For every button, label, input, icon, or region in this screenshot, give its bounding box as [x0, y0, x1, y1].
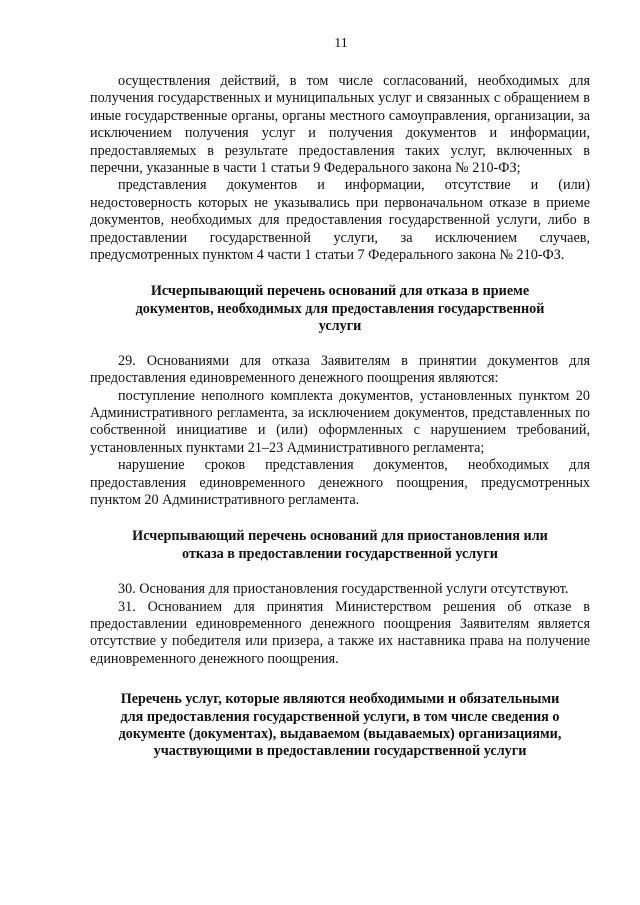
paragraph: нарушение сроков представления документов, необходимых для предоставления единовременного денежного поощрения, предусмотренных пунктом 20 Административного регламента. — [90, 457, 590, 508]
section-heading: Перечень услуг, которые являются необходимыми и обязательными для предоставления государственной услуги, в том числе сведения о документе (документах), выдаваемом (выдаваемых) организациями, участвующими в предоставлении государственной услуги — [118, 691, 562, 760]
section-heading: Исчерпывающий перечень оснований для приостановления или отказа в предоставлении государственной услуги — [132, 528, 548, 562]
paragraph: представления документов и информации, отсутствие и (или) недостоверность которых не указывались при первоначальном отказе в приеме документов, необходимых для предоставления государственной услуги, либо в предоставлении государственной услуги, за исключением случаев, предусмотренных пунктом 4 части 1 статьи 7 Федерального закона № 210-ФЗ. — [90, 177, 590, 264]
paragraph: 31. Основанием для принятия Министерством решения об отказе в предоставлении единовременного денежного поощрения Заявителям является отсутствие у победителя или призера, а также их наставника права на получение единовременного денежного поощрения. — [90, 598, 590, 667]
page-number: 11 — [334, 36, 348, 51]
paragraph: поступление неполного комплекта документов, установленных пунктом 20 Административного регламента, за исключением документов, представленных по собственной инициативе и (или) оформленных с нарушением требований, установленных пунктами 21–23 Административного регламента; — [90, 387, 590, 456]
paragraph: осуществления действий, в том числе согласований, необходимых для получения государственных и муниципальных услуг и связанных с обращением в иные государственные органы, органы местного самоуправления, организации, за исключением получения услуг и получения документов и информации, предоставляемых в результате предоставления таких услуг, включенных в перечни, указанные в части 1 статьи 9 Федерального закона № 210-ФЗ; — [90, 73, 590, 177]
section-heading: Исчерпывающий перечень оснований для отказа в приеме документов, необходимых для предоставления государственной услуги — [135, 283, 545, 335]
paragraph: 29. Основаниями для отказа Заявителям в принятии документов для предоставления единовременного денежного поощрения являются: — [90, 352, 590, 387]
paragraph: 30. Основания для приостановления государственной услуги отсутствуют. — [118, 581, 569, 598]
